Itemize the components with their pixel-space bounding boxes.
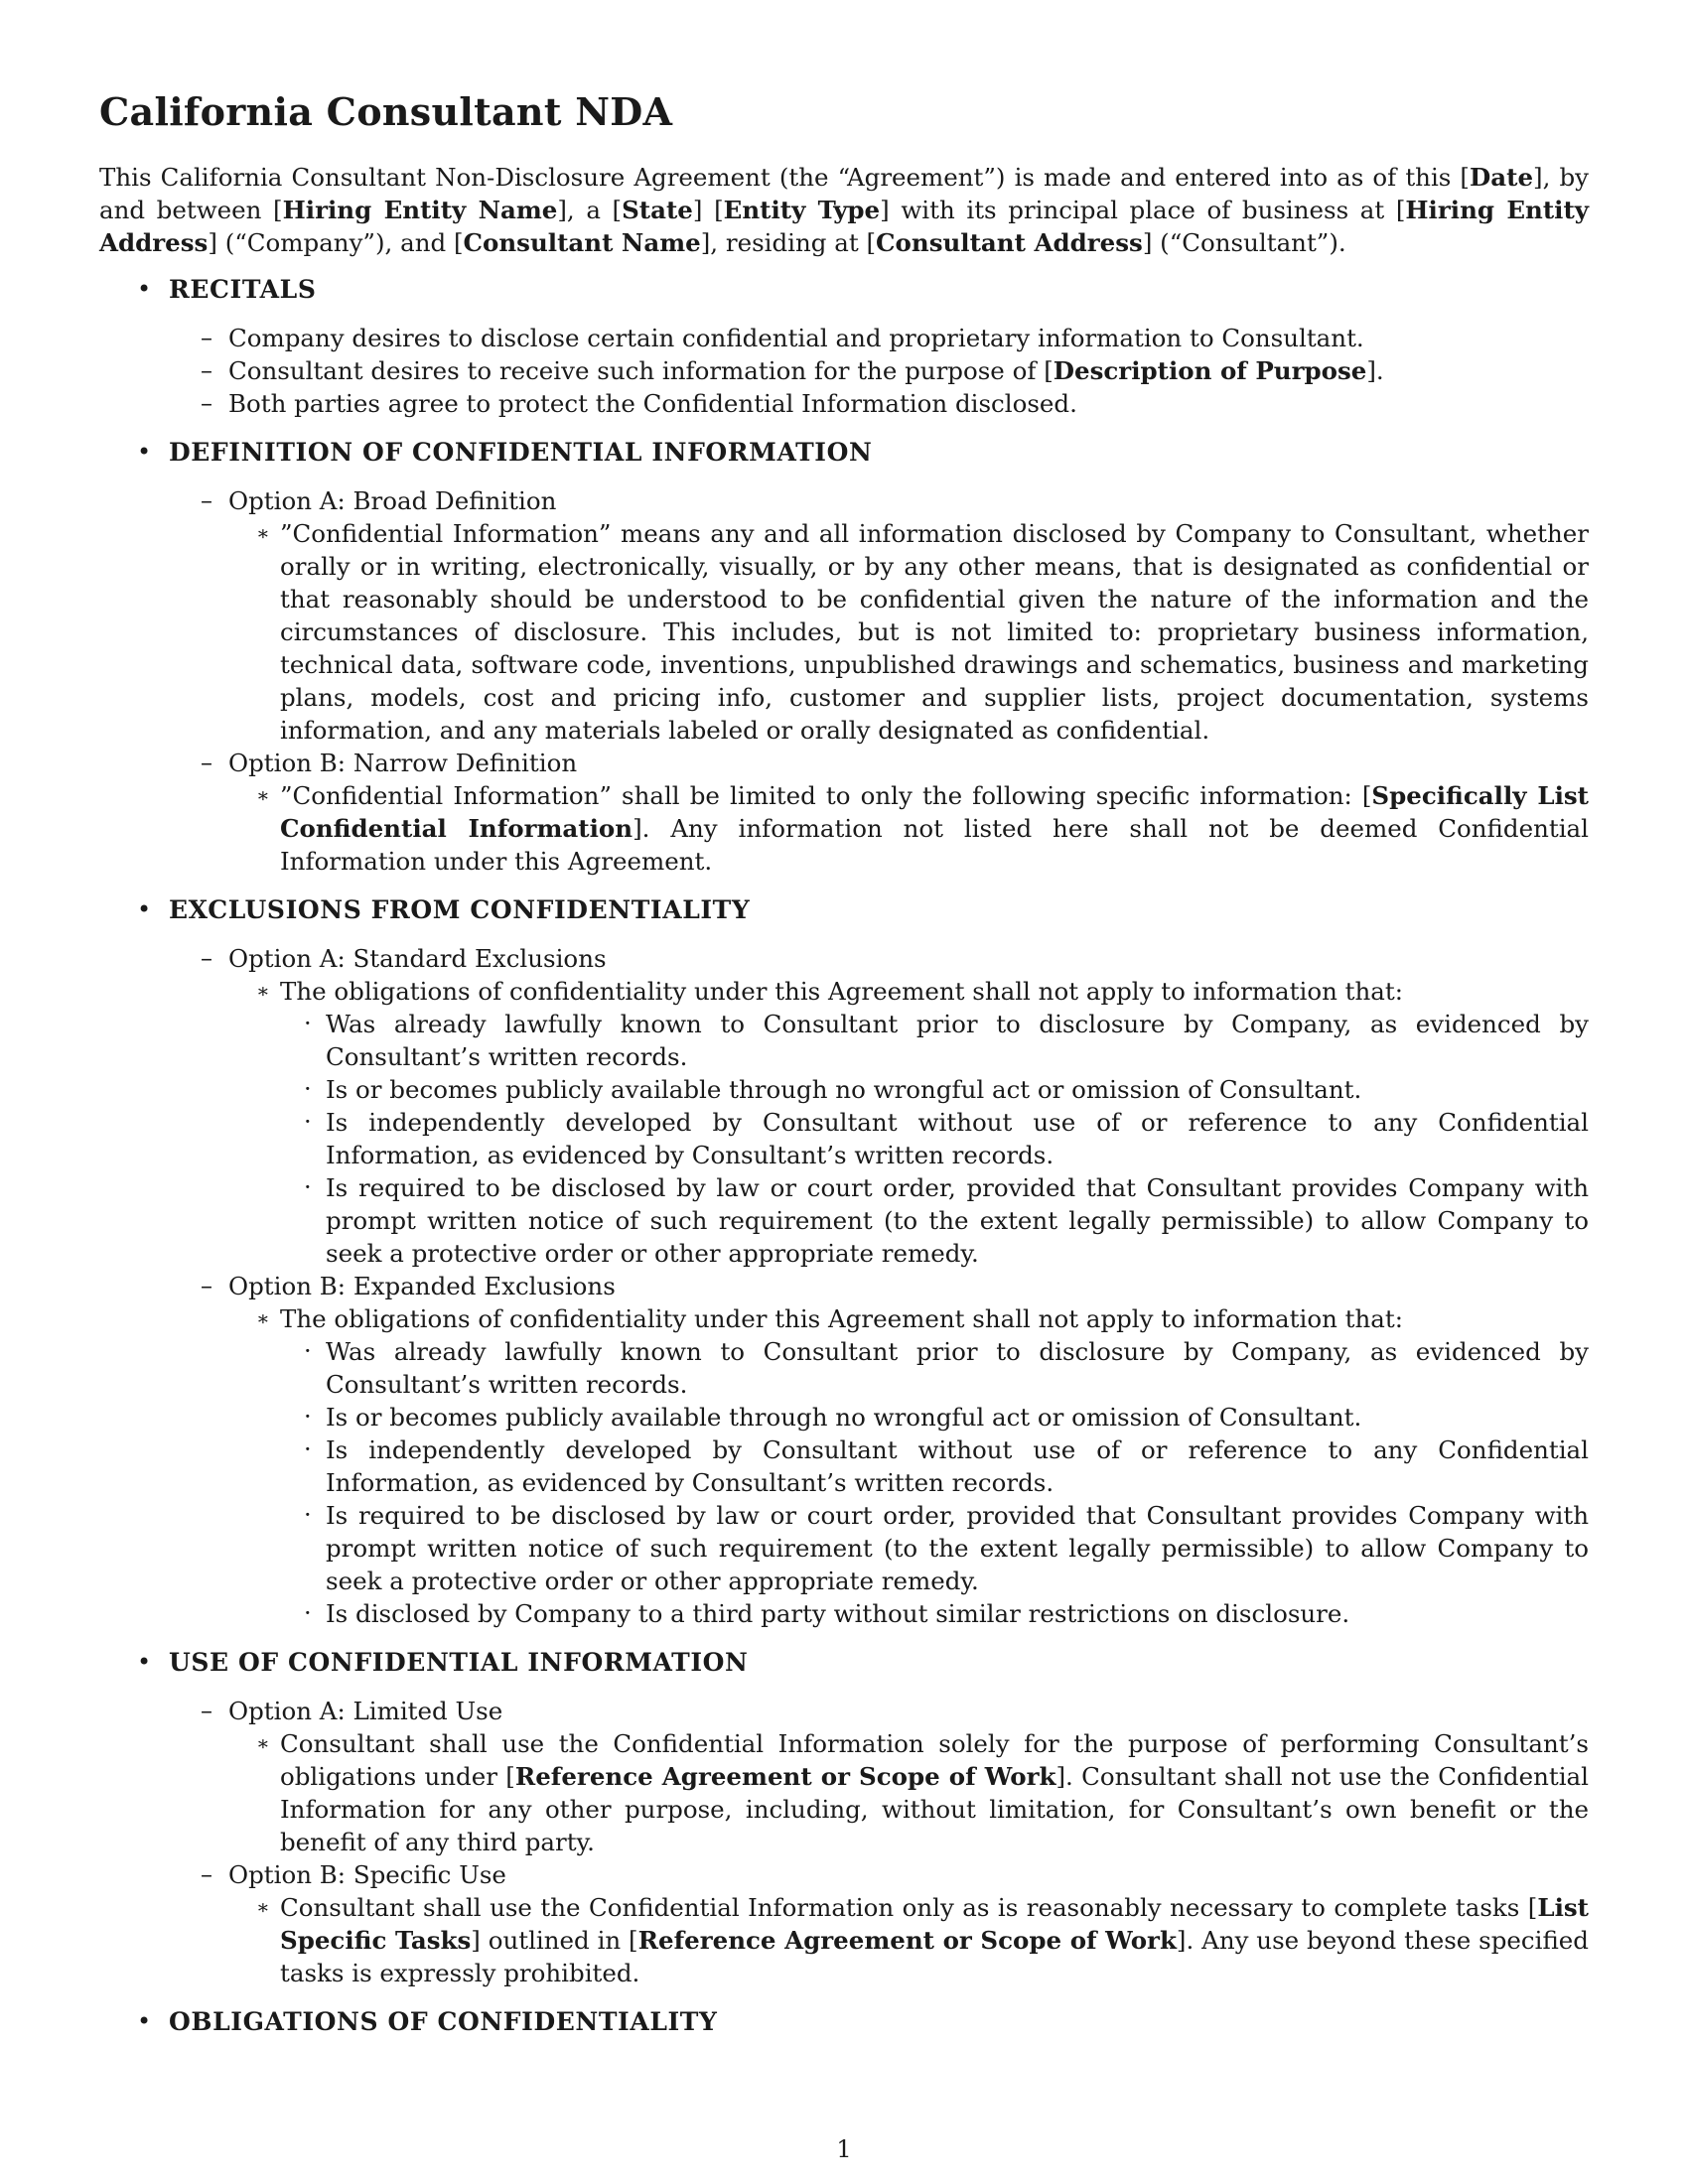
list-item bbox=[228, 1727, 1589, 1858]
asterisk-marker: ∗ bbox=[256, 783, 270, 807]
list-item bbox=[169, 942, 1589, 1270]
item-text: Is required to be disclosed by law or court order, provided that Consultant provides Company with prompt written notice of such requirement (to the extent legally permissible) to allow Company to seek a protective order or other appropriate remedy. bbox=[326, 1173, 1589, 1268]
dot-marker: · bbox=[304, 1075, 312, 1103]
section bbox=[99, 273, 1589, 420]
list-item bbox=[280, 1008, 1589, 1073]
list-item bbox=[280, 1073, 1589, 1106]
text-run: Option B: Specific Use bbox=[228, 1860, 506, 1889]
dash-marker: – bbox=[201, 389, 212, 417]
text-run: The obligations of confidentiality under this Agreement shall not apply to information that: bbox=[280, 1304, 1403, 1333]
dash-marker: – bbox=[201, 749, 212, 776]
list-item bbox=[169, 1695, 1589, 1858]
item-text bbox=[280, 517, 1589, 747]
text-run: Option B: Expanded Exclusions bbox=[228, 1272, 616, 1300]
text-run: This California Consultant Non-Disclosure Agreement (the “Agreement”) is made and entered into as of this [ bbox=[99, 163, 1470, 192]
document-title: California Consultant NDA bbox=[99, 89, 673, 134]
subsection-list bbox=[169, 484, 1589, 878]
item-text: Is required to be disclosed by law or court order, provided that Consultant provides Company with prompt written notice of such requirement (to the extent legally permissible) to allow Company to seek a protective order or other appropriate remedy. bbox=[326, 1501, 1589, 1595]
item-text: Is independently developed by Consultant without use of or reference to any Confidential Information, as evidenced by Consultant’s written records. bbox=[326, 1108, 1589, 1169]
text-run: ] (“Consultant”). bbox=[1142, 228, 1346, 257]
list-item bbox=[228, 517, 1589, 747]
section-heading: DEFINITION OF CONFIDENTIAL INFORMATION bbox=[169, 438, 873, 467]
page-number: 1 bbox=[836, 2135, 852, 2163]
item-text: Is independently developed by Consultant without use of or reference to any Confidential Information, as evidenced by Consultant’s written records. bbox=[326, 1435, 1589, 1497]
nested-list bbox=[280, 1335, 1589, 1630]
text-run: Option A: Broad Definition bbox=[228, 486, 557, 515]
placeholder-field: Entity Type bbox=[723, 196, 881, 224]
bullet-marker: • bbox=[137, 2007, 152, 2035]
item-text: Was already lawfully known to Consultant prior to disclosure by Company, as evidenced by Consultant’s written records. bbox=[326, 1010, 1589, 1071]
item-text bbox=[228, 747, 1589, 779]
text-run: ] [ bbox=[692, 196, 724, 224]
text-run: Consultant shall use the Confidential Information solely for the purpose of performing Consultant’s obligations under [ bbox=[280, 1729, 1589, 1791]
list-item bbox=[280, 1106, 1589, 1171]
placeholder-field: Specifically List Confidential Information bbox=[280, 781, 1589, 843]
section bbox=[99, 893, 1589, 1630]
placeholder-field: Date bbox=[1470, 163, 1534, 192]
list-item bbox=[228, 1891, 1589, 1989]
item-text: Was already lawfully known to Consultant prior to disclosure by Company, as evidenced by Consultant’s written records. bbox=[326, 1337, 1589, 1399]
placeholder-field: Consultant Name bbox=[463, 228, 701, 257]
item-text bbox=[228, 942, 1589, 975]
nested-list bbox=[280, 1008, 1589, 1270]
text-run: Both parties agree to protect the Confidential Information disclosed. bbox=[228, 389, 1077, 418]
dot-marker: · bbox=[304, 1403, 312, 1431]
item-text bbox=[228, 387, 1589, 420]
dot-marker: · bbox=[304, 1435, 312, 1463]
text-run: Consultant desires to receive such information for the purpose of [ bbox=[228, 356, 1054, 385]
item-text: Is or becomes publicly available through no wrongful act or omission of Consultant. bbox=[326, 1403, 1362, 1432]
text-run: ”Confidential Information” means any and all information disclosed by Company to Consultant, whether orally or in writing, electronically, visually, or by any other means, that is designated as confidential or that reasonably should be understood to be confidential given the nature of the information and the circumstances of disclosure. This includes, but is not limited to: proprietary business information, technical data, software code, inventions, unpublished drawings and schematics, business and marketing plans, models, cost and pricing info, customer and supplier lists, project documentation, systems information, and any materials labeled or orally designated as confidential. bbox=[280, 519, 1589, 745]
item-text bbox=[228, 1858, 1589, 1891]
text-run: ]. Any use beyond these specified tasks is expressly prohibited. bbox=[280, 1926, 1589, 1987]
placeholder-field: Consultant Address bbox=[876, 228, 1143, 257]
text-run: ] with its principal place of business at [ bbox=[880, 196, 1406, 224]
asterisk-marker: ∗ bbox=[256, 1731, 270, 1755]
text-run: ]. Consultant shall not use the Confidential Information for any other purpose, including, without limitation, for Consultant’s own benefit or the benefit of any third party. bbox=[280, 1762, 1590, 1856]
text-run: Company desires to disclose certain confidential and proprietary information to Consultant. bbox=[228, 324, 1364, 352]
list-item bbox=[169, 1858, 1589, 1989]
section-heading: EXCLUSIONS FROM CONFIDENTIALITY bbox=[169, 895, 751, 924]
bullet-marker: • bbox=[137, 438, 152, 466]
placeholder-field: Hiring Entity Address bbox=[99, 196, 1590, 257]
asterisk-marker: ∗ bbox=[256, 521, 270, 545]
text-run: Option B: Narrow Definition bbox=[228, 749, 578, 777]
intro-paragraph bbox=[99, 161, 1589, 259]
bullet-marker: • bbox=[137, 1648, 152, 1676]
subsection-list bbox=[169, 1695, 1589, 1989]
text-run: ], a [ bbox=[557, 196, 623, 224]
section-list bbox=[99, 273, 1589, 2038]
dot-marker: · bbox=[304, 1337, 312, 1365]
list-item bbox=[169, 1270, 1589, 1630]
dot-marker: · bbox=[304, 1173, 312, 1201]
section-heading: OBLIGATIONS OF CONFIDENTIALITY bbox=[169, 2007, 718, 2036]
nested-list bbox=[228, 975, 1589, 1270]
nested-list bbox=[228, 1302, 1589, 1630]
list-item bbox=[280, 1171, 1589, 1270]
item-text: Is or becomes publicly available through no wrongful act or omission of Consultant. bbox=[326, 1075, 1362, 1104]
text-run: ], by and between [ bbox=[99, 163, 1589, 224]
dot-marker: · bbox=[304, 1108, 312, 1136]
section bbox=[99, 1646, 1589, 1989]
bullet-marker: • bbox=[137, 895, 152, 923]
section bbox=[99, 436, 1589, 878]
nested-list bbox=[228, 517, 1589, 747]
item-text bbox=[228, 322, 1589, 354]
list-item bbox=[169, 484, 1589, 747]
document-body bbox=[99, 89, 1589, 2054]
nested-list bbox=[228, 1727, 1589, 1858]
placeholder-field: Reference Agreement or Scope of Work bbox=[514, 1762, 1056, 1791]
dash-marker: – bbox=[201, 1697, 212, 1724]
placeholder-field: State bbox=[622, 196, 693, 224]
dash-marker: – bbox=[201, 324, 212, 351]
text-run: ”Confidential Information” shall be limited to only the following specific information: [ bbox=[280, 781, 1372, 810]
dot-marker: · bbox=[304, 1599, 312, 1627]
placeholder-field: Description of Purpose bbox=[1053, 356, 1367, 385]
dot-marker: · bbox=[304, 1501, 312, 1529]
dash-marker: – bbox=[201, 1860, 212, 1888]
nested-list bbox=[228, 779, 1589, 878]
list-item bbox=[228, 1302, 1589, 1630]
text-run: ] (“Company”), and [ bbox=[208, 228, 464, 257]
section-heading: RECITALS bbox=[169, 275, 317, 304]
item-text bbox=[228, 1270, 1589, 1302]
list-item bbox=[280, 1401, 1589, 1433]
dash-marker: – bbox=[201, 486, 212, 514]
list-item bbox=[280, 1597, 1589, 1630]
item-text bbox=[280, 779, 1589, 878]
placeholder-field: Reference Agreement or Scope of Work bbox=[637, 1926, 1177, 1955]
text-run: ], residing at [ bbox=[700, 228, 877, 257]
item-text bbox=[280, 975, 1589, 1008]
item-text bbox=[228, 354, 1589, 387]
text-run: Option A: Standard Exclusions bbox=[228, 944, 607, 973]
list-item bbox=[280, 1335, 1589, 1401]
list-item bbox=[228, 975, 1589, 1270]
section-heading: USE OF CONFIDENTIAL INFORMATION bbox=[169, 1648, 749, 1677]
list-item bbox=[169, 747, 1589, 878]
list-item bbox=[169, 322, 1589, 354]
item-text bbox=[228, 1695, 1589, 1727]
subsection-list bbox=[169, 322, 1589, 420]
asterisk-marker: ∗ bbox=[256, 1895, 270, 1919]
nested-list bbox=[228, 1891, 1589, 1989]
text-run: ]. Any information not listed here shall not be deemed Confidential Information under this Agreement. bbox=[280, 814, 1589, 876]
placeholder-field: List Specific Tasks bbox=[280, 1893, 1589, 1955]
dash-marker: – bbox=[201, 356, 212, 384]
subsection-list bbox=[169, 942, 1589, 1630]
item-text bbox=[228, 484, 1589, 517]
text-run: The obligations of confidentiality under this Agreement shall not apply to information that: bbox=[280, 977, 1403, 1006]
list-item bbox=[169, 387, 1589, 420]
dash-marker: – bbox=[201, 1272, 212, 1299]
section bbox=[99, 2005, 1589, 2038]
list-item bbox=[228, 779, 1589, 878]
dash-marker: – bbox=[201, 944, 212, 972]
text-run: Consultant shall use the Confidential Information only as is reasonably necessary to complete tasks [ bbox=[280, 1893, 1538, 1922]
bullet-marker: • bbox=[137, 275, 152, 303]
item-text bbox=[280, 1891, 1589, 1989]
text-run: ] outlined in [ bbox=[471, 1926, 638, 1955]
item-text bbox=[280, 1302, 1589, 1335]
item-text: Is disclosed by Company to a third party without similar restrictions on disclosure. bbox=[326, 1599, 1350, 1628]
placeholder-field: Hiring Entity Name bbox=[282, 196, 558, 224]
list-item bbox=[280, 1433, 1589, 1499]
asterisk-marker: ∗ bbox=[256, 979, 270, 1003]
text-run: Option A: Limited Use bbox=[228, 1697, 503, 1725]
item-text bbox=[280, 1727, 1589, 1858]
list-item bbox=[169, 354, 1589, 387]
dot-marker: · bbox=[304, 1010, 312, 1037]
text-run: ]. bbox=[1366, 356, 1384, 385]
list-item bbox=[280, 1499, 1589, 1597]
asterisk-marker: ∗ bbox=[256, 1306, 270, 1330]
